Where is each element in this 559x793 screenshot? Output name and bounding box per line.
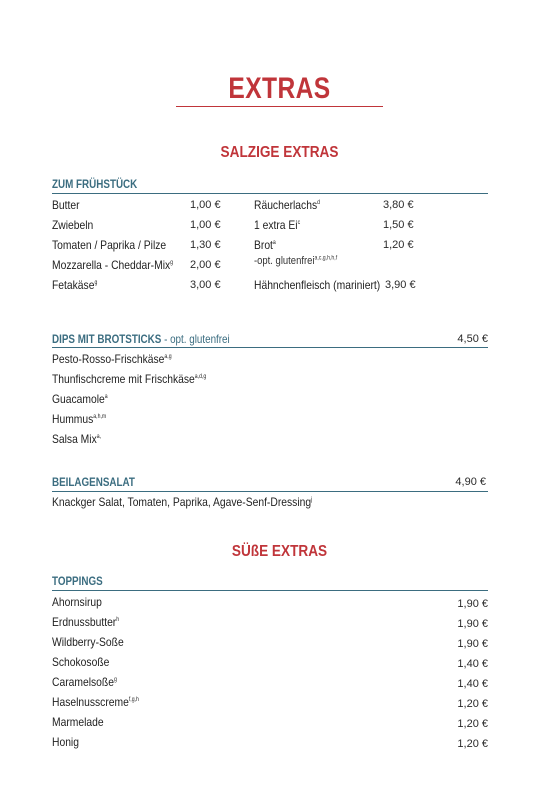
category-rule [52, 193, 488, 194]
menu-item: Tomaten / Paprika / Pilze [52, 238, 167, 252]
list-item: Salsa Mix$^{a,}$ [52, 432, 102, 446]
list-item: Schokosoße [52, 655, 110, 669]
list-item-price: 1,40 € [457, 658, 488, 670]
list-item: Marmelade [52, 715, 104, 729]
category-beilagensalat: BEILAGENSALAT [52, 475, 135, 489]
list-item-price: 1,90 € [457, 598, 488, 610]
category-rule [52, 491, 488, 492]
list-item: Erdnussbutter$^h$ [52, 615, 120, 629]
menu-item: Brot$^a$ [254, 238, 276, 252]
section-title-suess: SÜßE EXTRAS [231, 543, 328, 560]
menu-item: Zwiebeln [52, 218, 94, 232]
list-item: Pesto-Rosso-Frischkäse$^{a,g}$ [52, 352, 172, 366]
menu-item-price: 1,30 € [190, 239, 221, 251]
list-item: Ahornsirup [52, 595, 102, 609]
list-item-price: 1,90 € [457, 638, 488, 650]
list-item: Caramelsoße$^g$ [52, 675, 117, 689]
list-item-price: 1,90 € [457, 618, 488, 630]
title-underline [176, 106, 383, 107]
menu-item-price: 3,80 € [383, 199, 414, 211]
category-dips-price: 4,50 € [457, 333, 488, 345]
section-title-salzig: SALZIGE EXTRAS [220, 144, 339, 161]
category-rule [52, 590, 488, 591]
list-item-price: 1,20 € [457, 718, 488, 730]
list-item: Hummus$^{a,h,m}$ [52, 412, 107, 426]
menu-item: Hähnchenfleisch (mariniert) [254, 278, 381, 292]
list-item: Knackger Salat, Tomaten, Paprika, Agave-Senf-Dressing$^j$ [52, 495, 313, 509]
category-rule [52, 347, 488, 348]
list-item: Honig [52, 735, 79, 749]
list-item: Haselnusscreme$^{f,g,h}$ [52, 695, 139, 709]
list-item-price: 1,20 € [457, 698, 488, 710]
menu-item-price: 1,50 € [383, 219, 414, 231]
menu-item: Mozzarella - Cheddar-Mix$^g$ [52, 258, 174, 272]
list-item-price: 1,40 € [457, 678, 488, 690]
list-item: Wildberry-Soße [52, 635, 124, 649]
menu-item-price: 1,00 € [190, 219, 221, 231]
menu-item-price: 2,00 € [190, 259, 221, 271]
menu-item: Räucherlachs$^d$ [254, 198, 320, 212]
category-salat-price: 4,90 € [455, 476, 486, 488]
category-dips-option: - opt. glutenfrei [161, 332, 230, 346]
category-toppings: TOPPINGS [52, 574, 103, 588]
category-fruehstueck: ZUM FRÜHSTÜCK [52, 177, 138, 191]
menu-item-price: 3,90 € [385, 279, 416, 291]
menu-item: 1 extra Ei$^c$ [254, 218, 301, 232]
menu-item-price: 3,00 € [190, 279, 221, 291]
menu-item-price: 1,20 € [383, 239, 414, 251]
menu-item-price: 1,00 € [190, 199, 221, 211]
page-title: EXTRAS [228, 72, 331, 105]
list-item-price: 1,20 € [457, 738, 488, 750]
list-item: Thunfischcreme mit Frischkäse$^{a,d,g}$ [52, 372, 207, 386]
menu-item: Fetakäse$^g$ [52, 278, 98, 292]
list-item: Guacamole$^a$ [52, 392, 108, 406]
category-dips: DIPS MIT BROTSTICKS - opt. glutenfrei [52, 332, 230, 346]
menu-item: Butter [52, 198, 80, 212]
menu-item-option: -opt. glutenfrei$^{a,c,g,h,h,f}$ [254, 255, 338, 267]
